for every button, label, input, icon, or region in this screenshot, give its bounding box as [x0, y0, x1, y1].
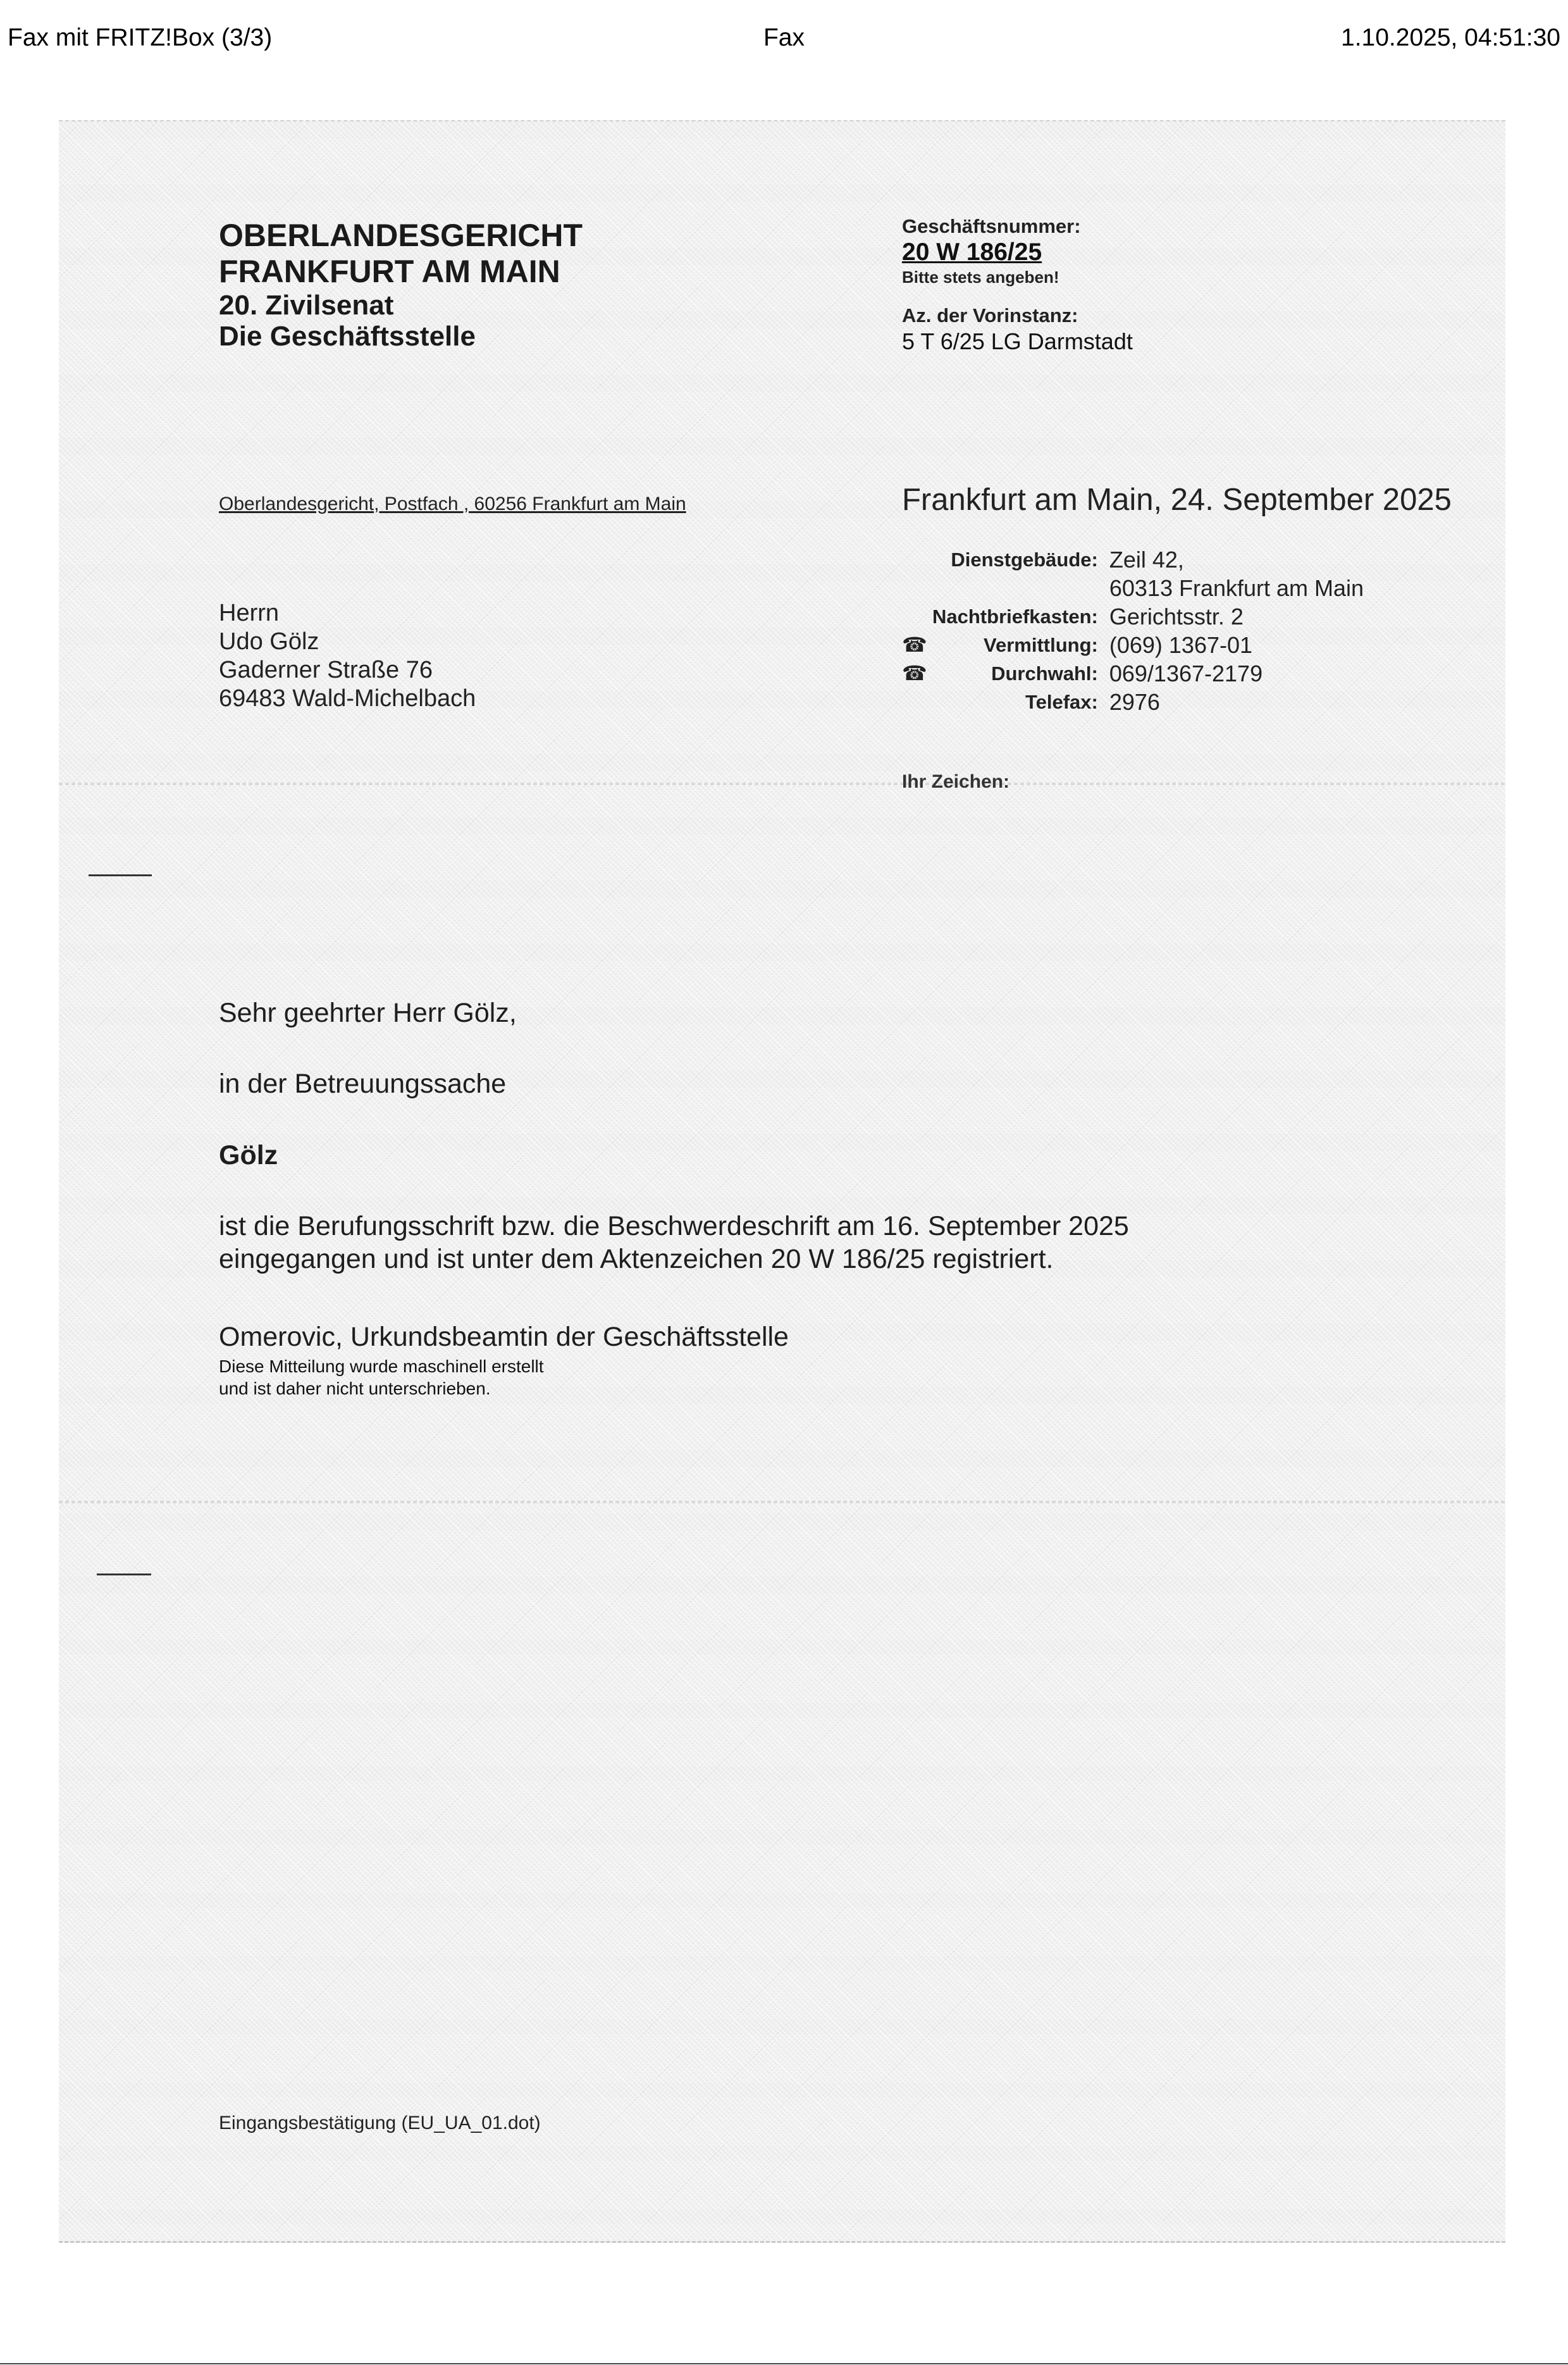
fax-page — [59, 120, 1505, 2243]
contact-table — [902, 545, 1364, 716]
letter-salutation: Sehr geehrter Herr Gölz, — [219, 998, 517, 1028]
fax-header-source: Fax mit FRITZ!Box (3/3) — [8, 24, 273, 51]
reference-block — [902, 214, 1133, 356]
automated-note-line2: und ist daher nicht unterschrieben. — [219, 1379, 491, 1398]
place-date: Frankfurt am Main, 24. September 2025 — [902, 483, 1452, 517]
building-value-city: 60313 Frankfurt am Main — [1109, 575, 1364, 601]
court-name-line1: OBERLANDESGERICHT — [219, 218, 583, 253]
court-senate: 20. Zivilsenat — [219, 290, 394, 321]
sender-return-line: Oberlandesgericht, Postfach , 60256 Frankfurt am Main — [219, 493, 686, 514]
fold-line — [59, 783, 1505, 785]
phone-icon: ☎ — [902, 633, 927, 656]
automated-note — [219, 1355, 544, 1400]
letter-intro: in der Betreuungssache — [219, 1069, 507, 1099]
recipient-name: Udo Gölz — [219, 628, 319, 655]
recipient-salutation: Herrn — [219, 600, 280, 626]
building-label: Dienstgebäude: — [951, 549, 1098, 571]
fold-mark — [97, 1574, 151, 1575]
letter-body-line2: eingegangen und ist unter dem Aktenzeichen 20 W 186/25 registriert. — [219, 1244, 1054, 1274]
your-reference-label: Ihr Zeichen: — [902, 771, 1010, 792]
switchboard-value: (069) 1367-01 — [1109, 632, 1253, 658]
fax-header-timestamp: 1.10.2025, 04:51:30 — [1341, 24, 1560, 51]
case-number-label: Geschäftsnummer: — [902, 215, 1081, 237]
page-bottom-border — [0, 2363, 1568, 2364]
letter-body — [219, 1210, 1129, 1276]
court-office: Die Geschäftsstelle — [219, 321, 476, 352]
fold-line — [59, 1501, 1505, 1503]
automated-note-line1: Diese Mitteilung wurde maschinell erstellt — [219, 1356, 544, 1376]
phone-icon: ☎ — [902, 662, 927, 685]
clerk-signature: Omerovic, Urkundsbeamtin der Geschäftsstelle — [219, 1322, 789, 1352]
letter-body-line1: ist die Berufungsschrift bzw. die Beschwerdeschrift am 16. September 2025 — [219, 1211, 1129, 1241]
template-code: Eingangsbestätigung (EU_UA_01.dot) — [219, 2113, 541, 2133]
fold-mark — [89, 874, 152, 876]
previous-instance-value: 5 T 6/25 LG Darmstadt — [902, 328, 1133, 354]
court-name-line2: FRANKFURT AM MAIN — [219, 254, 560, 289]
direct-dial-label: Durchwahl: — [991, 662, 1098, 685]
fax-label: Telefax: — [1025, 691, 1098, 713]
court-letterhead — [219, 218, 583, 352]
direct-dial-value: 069/1367-2179 — [1109, 661, 1263, 686]
nightbox-value: Gerichtsstr. 2 — [1109, 604, 1244, 630]
fax-header-title: Fax — [763, 24, 805, 51]
building-value: Zeil 42, — [1109, 547, 1184, 573]
fax-value: 2976 — [1109, 689, 1160, 715]
case-number-hint: Bitte stets angeben! — [902, 268, 1059, 287]
previous-instance-label: Az. der Vorinstanz: — [902, 304, 1078, 326]
nightbox-label: Nachtbriefkasten: — [932, 605, 1098, 628]
letter-party: Gölz — [219, 1140, 278, 1170]
recipient-city: 69483 Wald-Michelbach — [219, 685, 476, 712]
case-number: 20 W 186/25 — [902, 239, 1042, 266]
switchboard-label: Vermittlung: — [984, 634, 1098, 656]
recipient-address — [219, 599, 476, 713]
recipient-street: Gaderner Straße 76 — [219, 657, 433, 683]
